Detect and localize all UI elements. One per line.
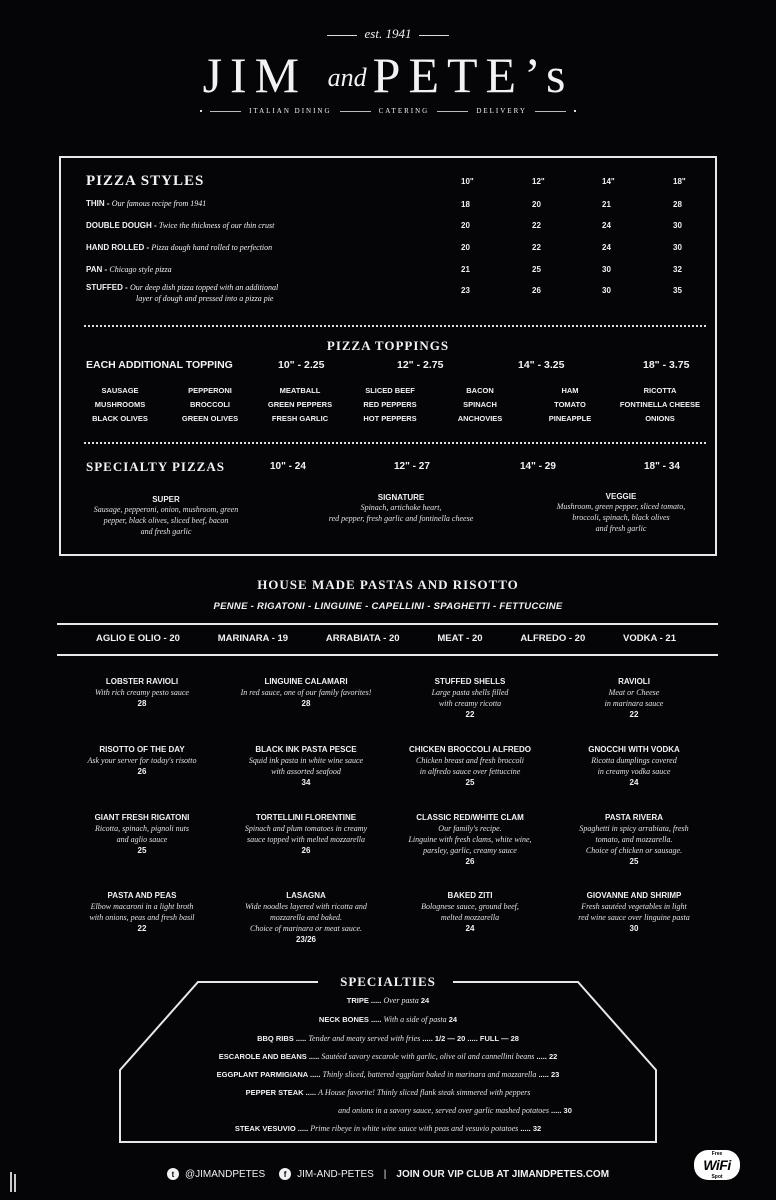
specialty-pizza-signature [291, 493, 511, 524]
pasta-description: in alfredo sauce over fettuccine [419, 767, 521, 776]
specialty-description: Sautéed savory escarole with garlic, olive oil and cannellini beans [321, 1052, 535, 1061]
pasta-price: 24 [465, 924, 475, 933]
tagline-catering: CATERING [378, 107, 430, 115]
specialty-item [118, 1088, 658, 1097]
price: 35 [673, 286, 682, 295]
topping-item: GREEN OLIVES [181, 414, 239, 423]
specialty-name: STEAK VESUVIO ..... [234, 1124, 309, 1133]
topping-item: TOMATO [554, 400, 586, 409]
topping-item: SPINACH [463, 400, 497, 409]
sauce-item: AGLIO E OLIO - 20 [96, 633, 180, 644]
pasta-description: tomato, and mozzarella. [595, 835, 673, 844]
pasta-description: with creamy ricotta [438, 699, 502, 708]
specialty-price: 14" - 29 [520, 461, 556, 472]
topping-item: FONTINELLA CHEESE [619, 400, 701, 409]
specialty-pizzas-title: SPECIALTY PIZZAS [86, 459, 225, 474]
specialty-name: PEPPER STEAK ..... [245, 1088, 317, 1097]
price: 21 [461, 265, 470, 274]
specialty-description: Tender and meaty served with fries [308, 1034, 421, 1043]
specialty-description: and fresh garlic [595, 524, 647, 533]
pasta-price: 25 [137, 846, 147, 855]
specialty-name: EGGPLANT PARMIGIANA ..... [216, 1070, 321, 1079]
size-header: 12" [532, 177, 545, 186]
style-description-line2: layer of dough and pressed into a pizza pie [136, 294, 274, 303]
style-description: Chicago style pizza [109, 265, 172, 274]
pasta-price: 25 [629, 857, 639, 866]
specialty-price: 24 [420, 996, 430, 1005]
pasta-name: GIOVANNE AND SHRIMP [586, 891, 682, 900]
specialty-name: BBQ RIBS ..... [257, 1034, 307, 1043]
pasta-item [552, 812, 716, 890]
price: 24 [602, 221, 611, 230]
pasta-name: LINGUINE CALAMARI [264, 677, 348, 686]
specialty-name: ESCAROLE AND BEANS ..... [218, 1052, 320, 1061]
pasta-price: 34 [301, 778, 311, 787]
pasta-name: TORTELLINI FLORENTINE [255, 813, 357, 822]
pasta-description: Wide noodles layered with ricotta and [245, 902, 367, 911]
pasta-description: Meat or Cheese [608, 688, 660, 697]
pasta-section-title: HOUSE MADE PASTAS AND RISOTTO [257, 577, 519, 592]
pasta-price: 22 [465, 710, 475, 719]
toppings-grid [75, 386, 705, 423]
pasta-description: Large pasta shells filled [431, 688, 509, 697]
pasta-name: GNOCCHI WITH VODKA [588, 745, 680, 754]
pasta-description: Spinach and plum tomatoes in creamy [244, 824, 368, 833]
specialty-item [118, 1015, 658, 1024]
specialty-item [118, 1034, 658, 1043]
style-name: THIN - [86, 199, 110, 208]
pasta-description: mozzarella and baked. [270, 913, 342, 922]
pasta-description: Choice of chicken or sausage. [585, 846, 683, 855]
specialty-description: and onions in a savory sauce, served over garlic mashed potatoes [338, 1106, 549, 1115]
established-year [0, 26, 776, 42]
style-name: STUFFED - [86, 283, 128, 292]
style-description: Our deep dish pizza topped with an additional [130, 283, 279, 292]
pasta-description: Choice of marinara or meat sauce. [250, 924, 362, 933]
pasta-price: 22 [137, 924, 147, 933]
topping-price: 18" - 3.75 [643, 359, 690, 371]
pasta-item [224, 812, 388, 890]
pasta-item [552, 890, 716, 958]
pasta-name: PASTA AND PEAS [107, 891, 177, 900]
pasta-description: and aglio sauce [116, 835, 168, 844]
pasta-description: with onions, peas and fresh basil [89, 913, 195, 922]
topping-item: MEATBALL [279, 386, 321, 395]
specialty-name: TRIPE ..... [346, 996, 382, 1005]
style-name: DOUBLE DOUGH - [86, 221, 157, 230]
topping-item: PEPPERONI [188, 386, 232, 395]
topping-item: SLICED BEEF [365, 386, 415, 395]
price: 32 [673, 265, 682, 274]
divider [210, 111, 241, 112]
dot [200, 110, 202, 112]
price: 30 [602, 286, 611, 295]
pasta-price: 26 [301, 846, 311, 855]
divider [419, 35, 449, 36]
divider [57, 623, 718, 625]
logo-petes: PETE’s [372, 47, 574, 103]
pasta-description: Ricotta, spinach, pignoli nuts [95, 824, 189, 833]
pasta-description: Our family's recipe. [438, 824, 502, 833]
wifi-free-text: Free [711, 1151, 723, 1157]
pasta-item [552, 676, 716, 744]
pasta-item [388, 890, 552, 958]
pasta-name: GIANT FRESH RIGATONI [94, 813, 190, 822]
topping-price: 12" - 2.75 [397, 359, 444, 371]
topping-item: RICOTTA [643, 386, 677, 395]
specialty-item [118, 1052, 658, 1061]
specialty-name: SUPER [152, 495, 180, 504]
specialty-price: 24 [448, 1015, 458, 1024]
specialty-price: 18" - 34 [644, 461, 680, 472]
pasta-name: BAKED ZITI [447, 891, 493, 900]
pasta-name: CLASSIC RED/WHITE CLAM [416, 813, 524, 822]
specialty-item [118, 1124, 658, 1133]
logo-and: and [327, 63, 367, 92]
pasta-name: RAVIOLI [618, 677, 650, 686]
pasta-description: With rich creamy pesto sauce [95, 688, 189, 697]
tagline-delivery: DELIVERY [476, 107, 527, 115]
pasta-price: 22 [629, 710, 639, 719]
pasta-description: Fresh sautéed vegetables in light [581, 902, 687, 911]
topping-item: RED PEPPERS [363, 400, 417, 409]
specialty-price: ..... 32 [520, 1124, 542, 1133]
divider [327, 35, 357, 36]
pasta-description: in marinara sauce [604, 699, 664, 708]
topping-item: ANCHOVIES [457, 414, 503, 423]
tagline [200, 107, 576, 115]
topping-price: 14" - 3.25 [518, 359, 565, 371]
vip-club-link[interactable]: JOIN OUR VIP CLUB AT JIMANDPETES.COM [396, 1168, 610, 1180]
specialty-description: pepper, black olives, sliced beef, bacon [103, 516, 229, 525]
pizza-style-row [86, 283, 279, 303]
pasta-description: Chicken breast and fresh broccoli [416, 756, 524, 765]
topping-item: ONIONS [645, 414, 675, 423]
pasta-description: sauce topped with melted mozzarella [247, 835, 365, 844]
size-header: 14" [602, 177, 615, 186]
topping-price: 10" - 2.25 [278, 359, 325, 371]
pizza-style-row [86, 221, 274, 230]
pizza-style-row [86, 265, 172, 274]
dot [574, 110, 576, 112]
topping-item: GREEN PEPPERS [267, 400, 333, 409]
price: 22 [532, 221, 541, 230]
style-name: HAND ROLLED - [86, 243, 150, 252]
pasta-item [552, 744, 716, 812]
pizza-style-row [86, 243, 272, 252]
specialty-name: NECK BONES ..... [318, 1015, 382, 1024]
price: 21 [602, 200, 611, 209]
pizza-styles-title: PIZZA STYLES [86, 173, 205, 189]
specialty-item-continued [185, 1106, 725, 1115]
pasta-description: parsley, garlic, creamy sauce [423, 846, 517, 855]
sauce-item: MARINARA - 19 [217, 633, 289, 644]
pasta-name: LOBSTER RAVIOLI [105, 677, 179, 686]
specialty-price: ..... 30 [551, 1106, 572, 1115]
topping-item: MUSHROOMS [94, 400, 146, 409]
pasta-price: 24 [629, 778, 639, 787]
divider [340, 111, 371, 112]
specialty-price: ..... 1/2 — 20 ..... FULL — 28 [422, 1034, 519, 1043]
pasta-description: Spaghetti in spicy arrabiata, fresh [579, 824, 689, 833]
topping-item: BROCCOLI [190, 400, 230, 409]
sauce-item: ARRABIATA - 20 [325, 633, 400, 644]
pasta-description: red wine sauce over linguine pasta [578, 913, 690, 922]
specialty-pizza-veggie [536, 492, 706, 534]
footer [0, 1168, 776, 1180]
pasta-item [224, 890, 388, 958]
pasta-name: RISOTTO OF THE DAY [99, 745, 185, 754]
specialty-description: broccoli, spinach, black olives [572, 513, 670, 522]
pasta-price: 28 [301, 699, 311, 708]
style-name: PAN - [86, 265, 108, 274]
specialty-description: Spinach, artichoke heart, [360, 503, 442, 512]
pasta-item [388, 812, 552, 890]
pasta-item [60, 744, 224, 812]
specialty-name: VEGGIE [605, 492, 637, 501]
wifi-spot-text: Spot [711, 1174, 723, 1180]
specialty-item [118, 996, 658, 1005]
price: 18 [461, 200, 470, 209]
style-description: Our famous recipe from 1941 [111, 199, 207, 208]
pasta-item [388, 744, 552, 812]
specialties-title: SPECIALTIES [340, 974, 436, 989]
pasta-description: with assorted seafood [271, 767, 341, 776]
pasta-item [60, 812, 224, 890]
topping-item: SAUSAGE [101, 386, 139, 395]
price: 26 [532, 286, 541, 295]
pasta-description: Ask your server for today's risotto [87, 756, 197, 765]
pasta-name: STUFFED SHELLS [434, 677, 506, 686]
price: 20 [532, 200, 541, 209]
price: 25 [532, 265, 541, 274]
separator: | [383, 1168, 387, 1180]
pasta-name: CHICKEN BROCCOLI ALFREDO [409, 745, 531, 754]
specialty-name: SIGNATURE [377, 493, 425, 502]
sauce-list [96, 633, 676, 644]
topping-item: BACON [466, 386, 494, 395]
price: 20 [461, 243, 470, 252]
pasta-item [388, 676, 552, 744]
pasta-item [224, 676, 388, 744]
specialty-description: Over pasta [383, 996, 419, 1005]
tagline-italian-dining: ITALIAN DINING [249, 107, 332, 115]
pasta-price: 28 [137, 699, 147, 708]
pasta-price: 26 [137, 767, 147, 776]
pasta-grid [60, 676, 716, 958]
pasta-name: PASTA RIVERA [604, 813, 664, 822]
specialty-description: and fresh garlic [140, 527, 192, 536]
price: 28 [673, 200, 682, 209]
twitter-icon: t [167, 1168, 179, 1180]
specialty-price: ..... 22 [536, 1052, 558, 1061]
pizza-section [59, 156, 717, 556]
topping-item: BLACK OLIVES [92, 414, 148, 423]
specialty-description: red pepper, fresh garlic and fontinella cheese [328, 514, 474, 523]
specialty-price: 10" - 24 [270, 461, 306, 472]
logo-jim: JIM [202, 47, 308, 103]
pasta-description: Elbow macaroni in a light broth [90, 902, 194, 911]
pasta-description: melted mozzarella [440, 913, 500, 922]
sauce-item: VODKA - 21 [623, 633, 676, 644]
pasta-name: LASAGNA [286, 891, 326, 900]
pasta-price: 26 [465, 857, 475, 866]
dotted-divider [84, 442, 706, 444]
price: 30 [673, 243, 682, 252]
pasta-item [224, 744, 388, 812]
facebook-icon: f [279, 1168, 291, 1180]
pasta-description: in creamy vodka sauce [597, 767, 671, 776]
restaurant-logo [0, 46, 776, 104]
pasta-description: Linguine with fresh clams, white wine, [408, 835, 532, 844]
specialty-description: With a side of pasta [383, 1015, 447, 1024]
pasta-name: BLACK INK PASTA PESCE [255, 745, 357, 754]
sauce-item: MEAT - 20 [437, 633, 483, 644]
specialty-description: Thinly sliced, battered eggplant baked in marinara and mozzarella [322, 1070, 537, 1079]
specialty-price: 12" - 27 [394, 461, 430, 472]
price: 24 [602, 243, 611, 252]
sauce-item: ALFREDO - 20 [520, 633, 586, 644]
wifi-icon: WiFi [703, 1157, 731, 1173]
established-text: est. 1941 [364, 26, 412, 41]
pizza-toppings-title: PIZZA TOPPINGS [326, 338, 450, 353]
specialty-pizza-super [81, 495, 251, 537]
free-wifi-badge [694, 1150, 740, 1180]
price: 22 [532, 243, 541, 252]
size-header: 10" [461, 177, 474, 186]
price: 30 [602, 265, 611, 274]
specialty-description: Prime ribeye in white wine sauce with peas and vesuvio potatoes [310, 1124, 519, 1133]
divider [57, 654, 718, 656]
price: 20 [461, 221, 470, 230]
style-description: Pizza dough hand rolled to perfection [151, 243, 273, 252]
pasta-item [60, 890, 224, 958]
specialty-description: A House favorite! Thinly sliced flank steak simmered with peppers [318, 1088, 531, 1097]
pasta-price: 23/26 [295, 935, 317, 944]
pasta-description: Bolognese sauce, ground beef, [421, 902, 519, 911]
divider [437, 111, 468, 112]
specialty-price: ..... 23 [538, 1070, 560, 1079]
specialty-item [118, 1070, 658, 1079]
topping-item: HOT PEPPERS [363, 414, 417, 423]
price: 30 [673, 221, 682, 230]
pasta-description: Ricotta dumplings covered [591, 756, 677, 765]
facebook-handle[interactable]: JIM-AND-PETES [297, 1168, 374, 1180]
pasta-item [60, 676, 224, 744]
specialty-description: Mushroom, green pepper, sliced tomato, [556, 502, 686, 511]
specialty-description: Sausage, pepperoni, onion, mushroom, green [93, 505, 239, 514]
size-header: 18" [673, 177, 686, 186]
pasta-description: In red sauce, one of our family favorites! [240, 688, 372, 697]
twitter-handle[interactable]: @JIMANDPETES [184, 1168, 266, 1180]
pasta-description: Squid ink pasta in white wine sauce [248, 756, 364, 765]
topping-item: FRESH GARLIC [271, 414, 329, 423]
dotted-divider [84, 325, 706, 327]
pasta-price: 25 [465, 778, 475, 787]
pasta-price: 30 [629, 924, 639, 933]
pasta-types: PENNE - RIGATONI - LINGUINE - CAPELLINI - SPAGHETTI - FETTUCCINE [213, 601, 563, 612]
pizza-style-row [86, 199, 206, 208]
topping-label: EACH ADDITIONAL TOPPING [86, 359, 233, 371]
style-description: Twice the thickness of our thin crust [158, 221, 275, 230]
topping-item: PINEAPPLE [548, 414, 592, 423]
topping-item: HAM [561, 386, 579, 395]
price: 23 [461, 286, 470, 295]
divider [535, 111, 566, 112]
